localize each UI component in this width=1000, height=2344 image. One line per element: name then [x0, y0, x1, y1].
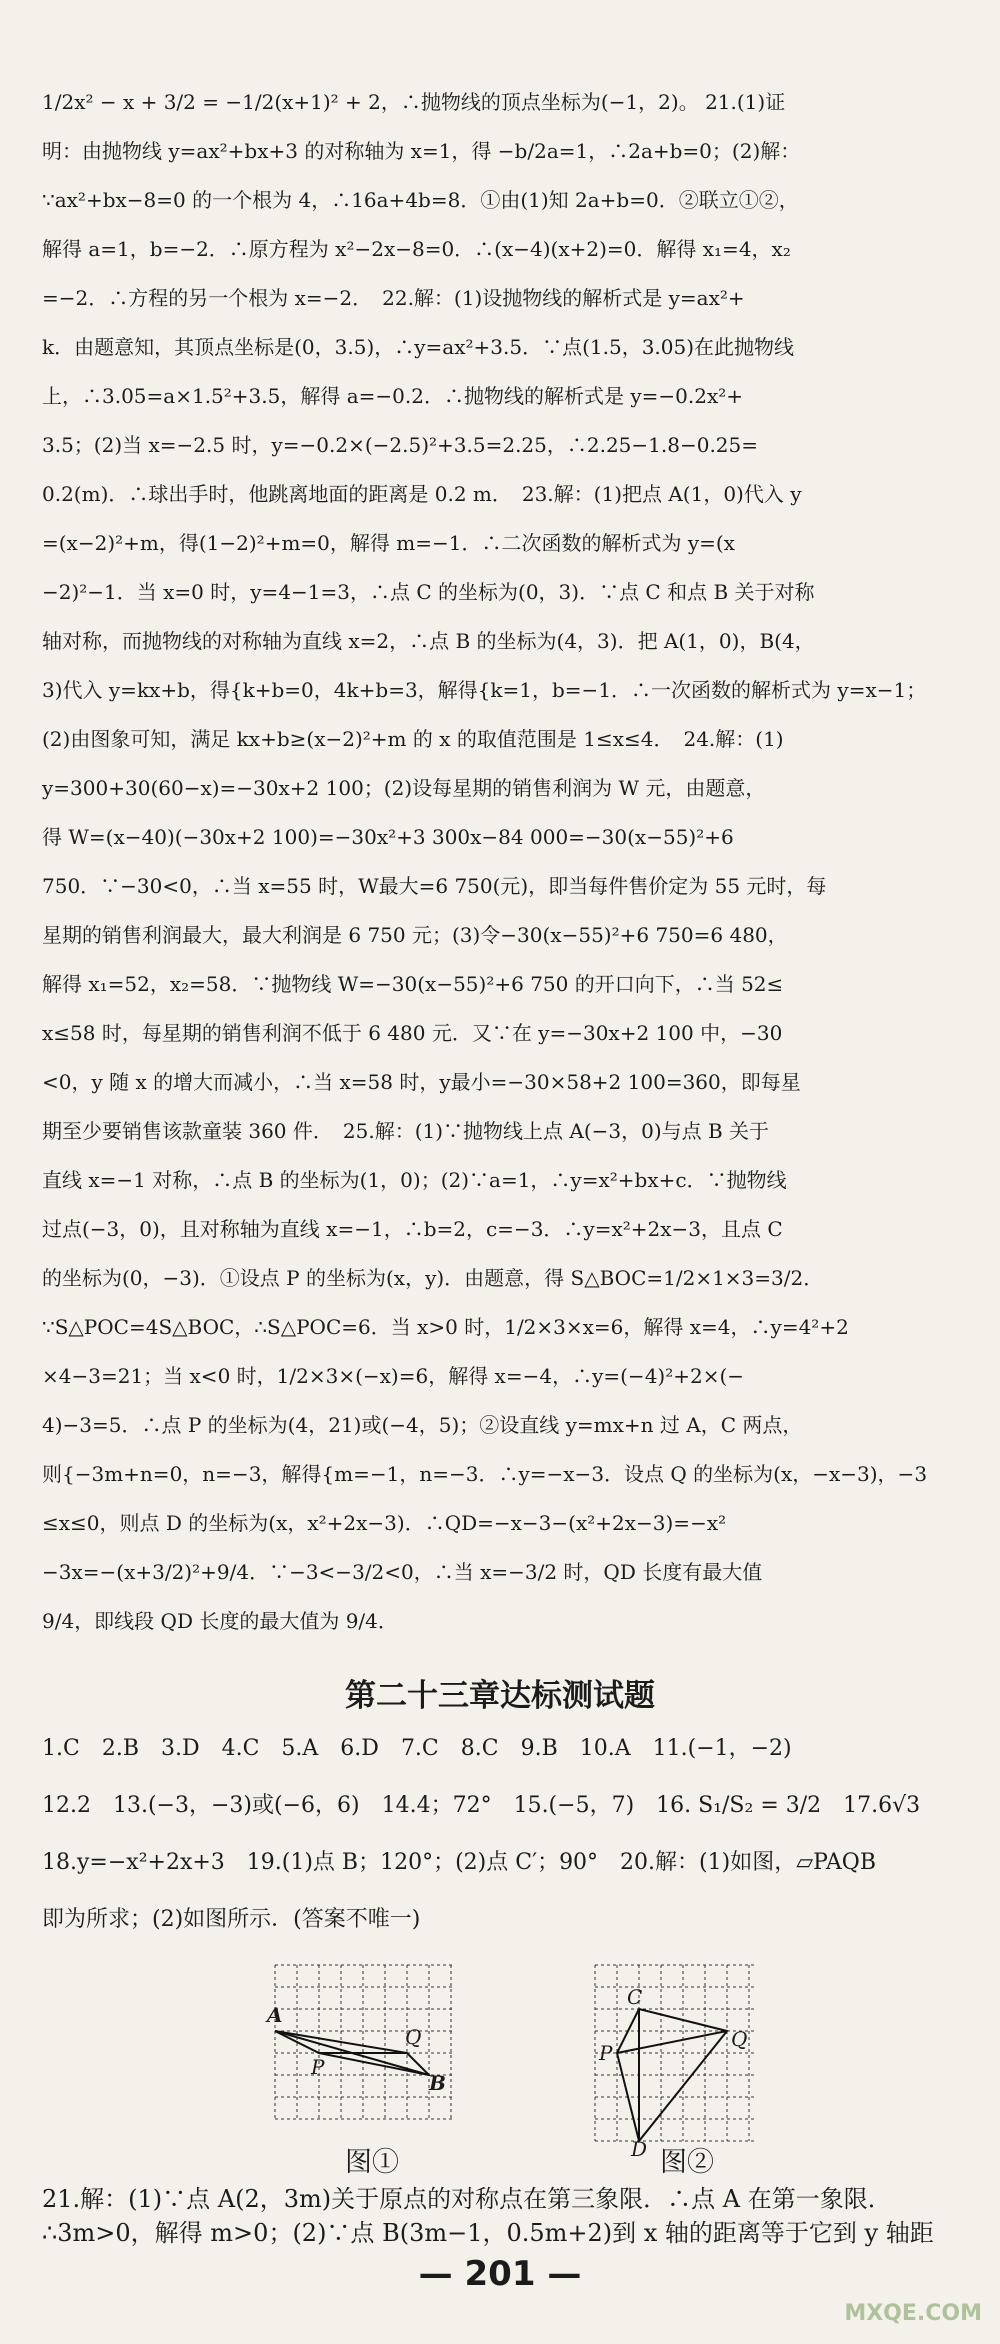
- text-line: =(x−2)²+m，得(1−2)²+m=0，解得 m=−1．∴二次函数的解析式为 y=(x: [42, 531, 735, 555]
- text-line: 0.2(m)．∴球出手时，他跳离地面的距离是 0.2 m． 23.解：(1)把点 A(1，0)代入 y: [42, 482, 802, 506]
- continued-solution: [42, 2182, 958, 2250]
- text-line: =−2．∴方程的另一个根为 x=−2． 22.解：(1)设抛物线的解析式是 y=ax²+: [42, 286, 745, 310]
- text-line: 的坐标为(0，−3)．①设点 P 的坐标为(x，y)．由题意，得 S△BOC=1/2×1×3=3/2．: [42, 1266, 824, 1290]
- text-line: 1/2x² − x + 3/2 = −1/2(x+1)² + 2，∴抛物线的顶点坐标为(−1，2)。 21.(1)证: [42, 90, 786, 114]
- text-line: ∴3m>0，解得 m>0；(2)∵点 B(3m−1，0.5m+2)到 x 轴的距离等于它到 y 轴距: [42, 2219, 934, 2247]
- point-label-c: C: [627, 1985, 643, 2009]
- text-line: 则{−3m+n=0，n=−3，解得{m=−1，n=−3．∴y=−x−3．设点 Q 的坐标为(x，−x−3)，−3: [42, 1462, 928, 1486]
- point-label-q: Q: [405, 2025, 422, 2049]
- text-line: ∵S△POC=4S△BOC，∴S△POC=6．当 x>0 时，1/2×3×x=6，解得 x=4，∴y=4²+2: [42, 1315, 849, 1339]
- text-line: 解得 x₁=52，x₂=58．∵抛物线 W=−30(x−55)²+6 750 的开口向下，∴当 52≤: [42, 972, 784, 996]
- text-line: ≤x≤0，则点 D 的坐标为(x，x²+2x−3)．∴QD=−x−3−(x²+2x−3)=−x²: [42, 1511, 727, 1535]
- text-line: 得 W=(x−40)(−30x+2 100)=−30x²+3 300x−84 000=−30(x−55)²+6: [42, 825, 734, 849]
- text-line: k．由题意知，其顶点坐标是(0，3.5)，∴y=ax²+3.5．∵点(1.5，3.05)在此抛物线: [42, 335, 795, 359]
- figure-2: [585, 1955, 765, 2161]
- text-line: 21.解：(1)∵点 A(2，3m)关于原点的对称点在第三象限．∴点 A 在第一象限．: [42, 2185, 892, 2213]
- figures: [0, 1955, 1000, 2165]
- text-line: (2)由图象可知，满足 kx+b≥(x−2)²+m 的 x 的取值范围是 1≤x≤4． 24.解：(1): [42, 727, 784, 751]
- point-label-q: Q: [731, 2027, 748, 2051]
- text-line: −2)²−1．当 x=0 时，y=4−1=3，∴点 C 的坐标为(0，3)．∵点 C 和点 B 关于对称: [42, 580, 815, 604]
- point-label-a: A: [267, 2003, 283, 2027]
- answer-line: 12.2 13.(−3，−3)或(−6，6) 14.4；72° 15.(−5，7) 16. S₁/S₂ = 3/2 17.6√3: [42, 1793, 921, 1818]
- figure-1: [265, 1955, 465, 2135]
- text-line: 3)代入 y=kx+b，得{k+b=0，4k+b=3，解得{k=1，b=−1．∴一次函数的解析式为 y=x−1；: [42, 678, 927, 702]
- grid-figure-1: [265, 1955, 465, 2135]
- text-line: −3x=−(x+3/2)²+9/4．∵−3<−3/2<0，∴当 x=−3/2 时，QD 长度有最大值: [42, 1560, 763, 1584]
- text-line: 轴对称，而抛物线的对称轴为直线 x=2，∴点 B 的坐标为(4，3)．把 A(1，0)，B(4，: [42, 629, 815, 653]
- text-line: 3.5；(2)当 x=−2.5 时，y=−0.2×(−2.5)²+3.5=2.25，∴2.25−1.8−0.25=: [42, 433, 759, 457]
- text-line: 星期的销售利润最大，最大利润是 6 750 元；(3)令−30(x−55)²+6 750=6 480，: [42, 923, 788, 947]
- text-line: 9/4，即线段 QD 长度的最大值为 9/4．: [42, 1609, 398, 1633]
- point-label-d: D: [631, 2137, 648, 2161]
- answer-list: [42, 1720, 958, 1948]
- section-heading: 第二十三章达标测试题: [345, 1678, 655, 1714]
- solution-text: [42, 78, 958, 1646]
- text-line: 明：由抛物线 y=ax²+bx+3 的对称轴为 x=1，得 −b/2a=1，∴2a+b=0；(2)解：: [42, 139, 801, 163]
- text-line: y=300+30(60−x)=−30x+2 100；(2)设每星期的销售利润为 W 元，由题意，: [42, 776, 766, 800]
- text-line: 4)−3=5．∴点 P 的坐标为(4，21)或(−4，5)；②设直线 y=mx+n 过 A，C 两点，: [42, 1413, 803, 1437]
- watermark-text: MXQE.COM: [844, 2301, 982, 2326]
- point-label-b: B: [429, 2071, 446, 2095]
- text-line: 上，∴3.05=a×1.5²+3.5，解得 a=−0.2．∴抛物线的解析式是 y=−0.2x²+: [42, 384, 743, 408]
- text-line: ∵ax²+bx−8=0 的一个根为 4，∴16a+4b=8．①由(1)知 2a+b=0．②联立①②，: [42, 188, 799, 212]
- text-line: 解得 a=1，b=−2．∴原方程为 x²−2x−8=0．∴(x−4)(x+2)=0．解得 x₁=4，x₂: [42, 237, 791, 261]
- figure-1-caption: 图①: [345, 2147, 399, 2178]
- answer-line: 即为所求；(2)如图所示．(答案不唯一): [42, 1907, 421, 1932]
- text-line: 过点(−3，0)，且对称轴为直线 x=−1，∴b=2，c=−3．∴y=x²+2x−3，且点 C: [42, 1217, 783, 1241]
- answer-line: 18.y=−x²+2x+3 19.(1)点 B；120°；(2)点 C′；90° 20.解：(1)如图，▱PAQB: [42, 1850, 877, 1875]
- answer-line: 1.C 2.B 3.D 4.C 5.A 6.D 7.C 8.C 9.B 10.A 11.(−1，−2): [42, 1736, 792, 1761]
- watermark-logo: [832, 2248, 982, 2326]
- text-line: x≤58 时，每星期的销售利润不低于 6 480 元．又∵在 y=−30x+2 100 中，−30: [42, 1021, 783, 1045]
- point-label-p: P: [599, 2041, 613, 2065]
- page-number: — 201 —: [418, 2254, 582, 2294]
- text-line: <0，y 随 x 的增大而减小，∴当 x=58 时，y最小=−30×58+2 100=360，即每星: [42, 1070, 801, 1094]
- figure-2-caption: 图②: [660, 2147, 714, 2178]
- point-label-p: P: [311, 2055, 325, 2079]
- text-line: ×4−3=21；当 x<0 时，1/2×3×(−x)=6，解得 x=−4，∴y=(−4)²+2×(−: [42, 1364, 745, 1388]
- text-line: 直线 x=−1 对称，∴点 B 的坐标为(1，0)；(2)∵a=1，∴y=x²+bx+c．∵抛物线: [42, 1168, 787, 1192]
- text-line: 期至少要销售该款童装 360 件． 25.解：(1)∵抛物线上点 A(−3，0)与点 B 关于: [42, 1119, 770, 1143]
- text-line: 750．∵−30<0，∴当 x=55 时，W最大=6 750(元)，即当每件售价定为 55 元时，每: [42, 874, 827, 898]
